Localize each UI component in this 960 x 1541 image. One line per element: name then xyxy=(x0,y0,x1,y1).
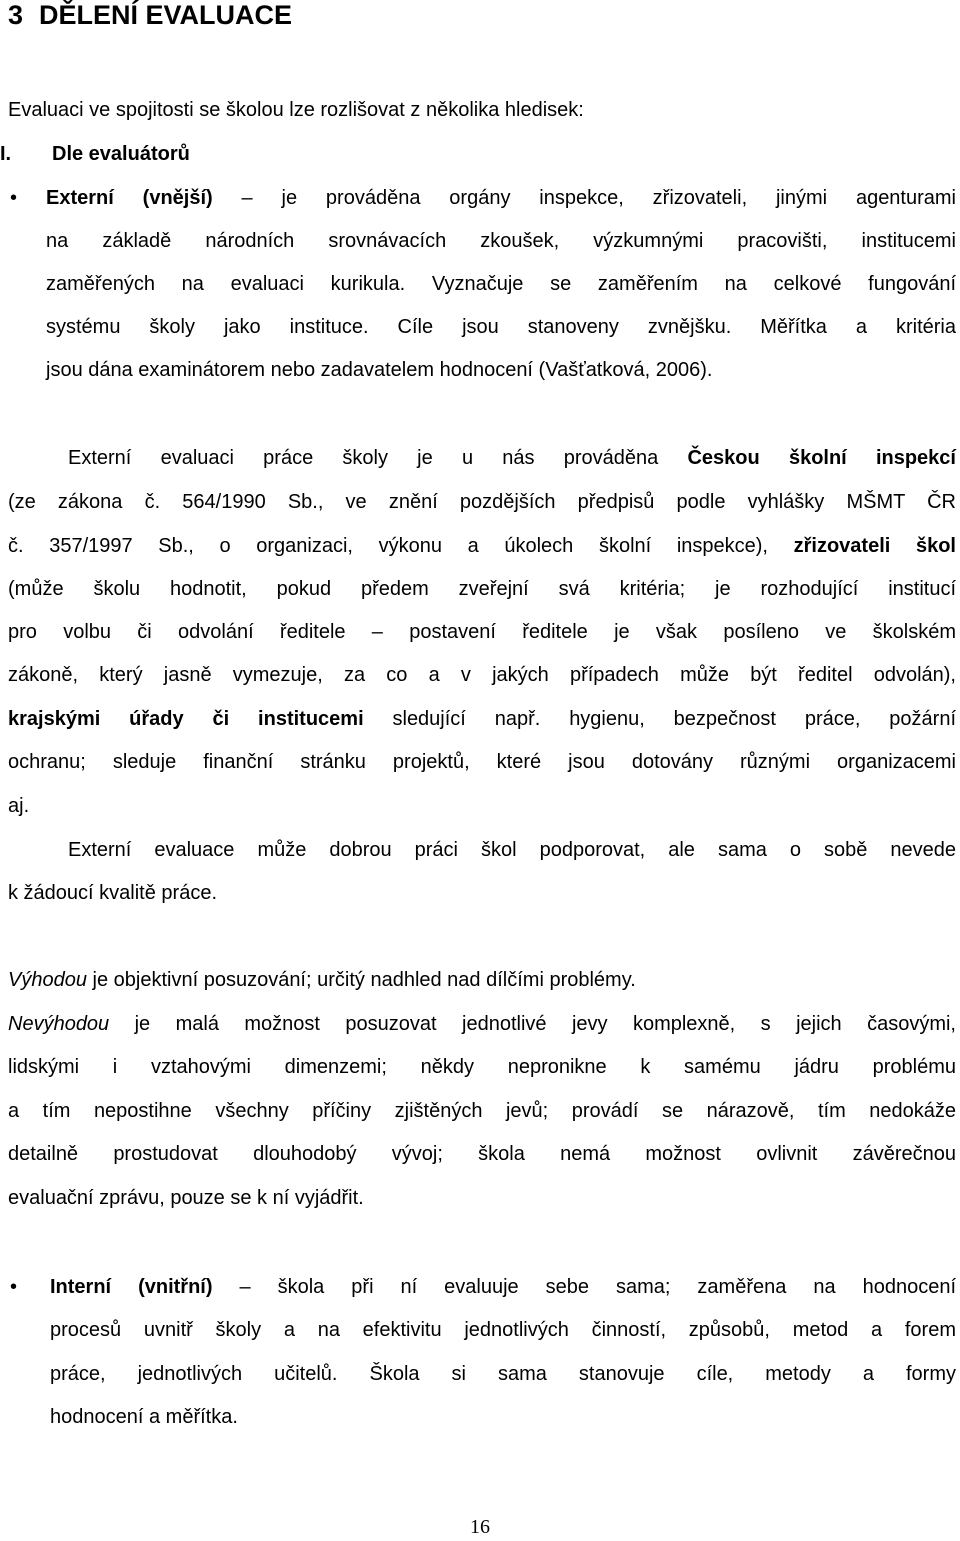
external-line-1: Externí (vnější) – je prováděna orgány inspekce, zřizovateli, jinými agenturami xyxy=(46,187,957,209)
chapter-title: DĚLENÍ EVALUACE xyxy=(39,0,293,30)
para2-line-5: pro volbu či odvolání ředitele – postavení ředitele je však posíleno ve školském xyxy=(8,621,956,643)
disadvantage-line-5: evaluační zprávu, pouze se k ní vyjádřit. xyxy=(8,1187,364,1209)
external-line-3: zaměřených na evaluaci kurikula. Vyznačuje se zaměřením na celkové fungování xyxy=(46,273,956,295)
disadvantage-line-4: detailně prostudovat dlouhodobý vývoj; škola nemá možnost ovlivnit závěrečnou xyxy=(8,1143,956,1165)
section-marker: I. xyxy=(0,143,12,165)
para3-line-1: Externí evaluace může dobrou práci škol podporovat, ale sama o sobě nevede xyxy=(68,839,956,861)
internal-line-1: Interní (vnitřní) – škola při ní evaluuje sebe sama; zaměřena na hodnocení xyxy=(50,1276,956,1298)
chapter-heading xyxy=(8,0,292,31)
advantage-line: Výhodou je objektivní posuzování; určitý nadhled nad dílčími problémy. xyxy=(8,969,636,991)
external-line-4: systému školy jako instituce. Cíle jsou stanoveny zvnějšku. Měřítka a kritéria xyxy=(46,316,956,338)
disadvantage-line-2: lidskými i vztahovými dimenzemi; někdy nepronikne k samému jádru problému xyxy=(8,1056,956,1078)
para2-line-1: Externí evaluaci práce školy je u nás prováděna Českou školní inspekcí xyxy=(68,447,956,469)
external-line-2: na základě národních srovnávacích zkoušek, výzkumnými pracovišti, institucemi xyxy=(46,230,956,252)
school-founders: zřizovateli škol xyxy=(793,535,956,557)
para3-line-2: k žádoucí kvalitě práce. xyxy=(8,882,217,904)
internal-line-3: práce, jednotlivých učitelů. Škola si sama stanovuje cíle, metody a formy xyxy=(50,1363,956,1385)
para2-line-8: ochranu; sleduje finanční stránku projektů, které jsou dotovány různými organizacemi xyxy=(8,751,956,773)
disadvantage-line-1: Nevýhodou je malá možnost posuzovat jednotlivé jevy komplexně, s jejich časovými, xyxy=(8,1013,956,1035)
intro-text: Evaluaci ve spojitosti se školou lze rozlišovat z několika hledisek: xyxy=(8,99,584,121)
external-line-5: jsou dána examinátorem nebo zadavatelem hodnocení (Vašťatková, 2006). xyxy=(46,359,713,381)
czech-school-inspection: Českou školní inspekcí xyxy=(687,447,956,469)
advantage-label: Výhodou xyxy=(8,969,87,991)
para2-line-7: krajskými úřady či institucemi sledující např. hygienu, bezpečnost práce, požární xyxy=(8,708,956,730)
page-number: 16 xyxy=(470,1516,490,1538)
bullet-icon: • xyxy=(10,187,18,209)
bullet-icon: • xyxy=(10,1276,18,1298)
chapter-number: 3 xyxy=(8,0,24,30)
internal-lead: Interní (vnitřní) xyxy=(50,1276,213,1298)
para2-line-6: zákoně, který jasně vymezuje, za co a v jakých případech může být ředitel odvolán), xyxy=(8,664,956,686)
disadvantage-label: Nevýhodou xyxy=(8,1013,110,1035)
para2-line-9: aj. xyxy=(8,795,30,817)
para2-line-4: (může školu hodnotit, pokud předem zveřejní svá kritéria; je rozhodující institucí xyxy=(8,578,956,600)
disadvantage-line-3: a tím nepostihne všechny příčiny zjištěných jevů; provádí se nárazově, tím nedokáže xyxy=(8,1100,956,1122)
regional-authorities: krajskými úřady či institucemi xyxy=(8,708,364,730)
section-title: Dle evaluátorů xyxy=(52,143,190,165)
external-lead: Externí (vnější) xyxy=(46,187,213,209)
para2-line-2: (ze zákona č. 564/1990 Sb., ve znění pozdějších předpisů podle vyhlášky MŠMT ČR xyxy=(8,491,956,513)
internal-line-2: procesů uvnitř školy a na efektivitu jednotlivých činností, způsobů, metod a forem xyxy=(50,1319,956,1341)
para2-line-3: č. 357/1997 Sb., o organizaci, výkonu a úkolech školní inspekce), zřizovateli škol xyxy=(8,535,956,557)
internal-line-4: hodnocení a měřítka. xyxy=(50,1406,238,1428)
